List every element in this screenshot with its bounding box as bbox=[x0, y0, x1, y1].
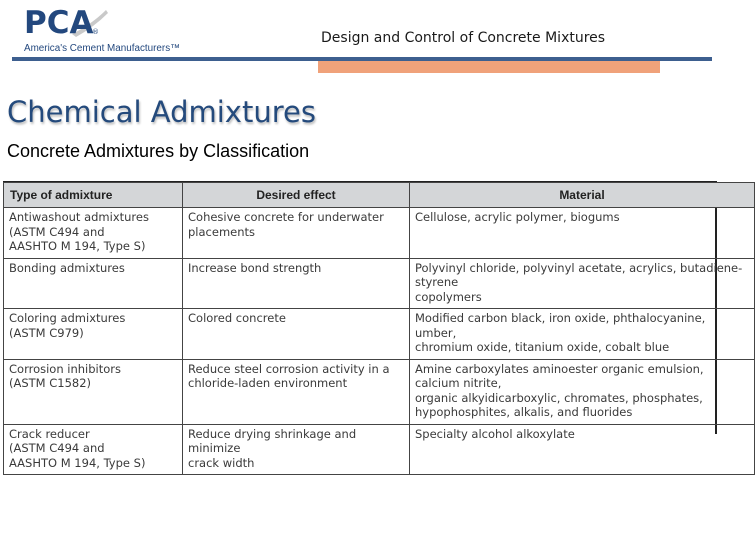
logo-registered-mark: ® bbox=[92, 28, 99, 36]
cell-material: Cellulose, acrylic polymer, biogums bbox=[410, 208, 755, 259]
admixture-table bbox=[3, 182, 755, 475]
cell-type: Bonding admixtures bbox=[4, 258, 183, 309]
admixture-table-container bbox=[3, 181, 743, 470]
cell-type: Coloring admixtures (ASTM C979) bbox=[4, 309, 183, 360]
table-row bbox=[4, 309, 755, 360]
table-row bbox=[4, 208, 755, 259]
logo-tagline: America's Cement Manufacturers™ bbox=[24, 43, 180, 54]
column-header-material: Material bbox=[410, 183, 755, 208]
cell-material: Amine carboxylates aminoester organic emulsion, calcium nitrite, organic alkyidicarboxylic, chromates, phosphates, hypophosphites, alkalis, and fluorides bbox=[410, 359, 755, 424]
cell-type: Antiwashout admixtures (ASTM C494 and AASHTO M 194, Type S) bbox=[4, 208, 183, 259]
cell-effect: Colored concrete bbox=[183, 309, 410, 360]
column-header-effect: Desired effect bbox=[183, 183, 410, 208]
cell-effect: Cohesive concrete for underwater placements bbox=[183, 208, 410, 259]
cell-material: Specialty alcohol alkoxylate bbox=[410, 424, 755, 475]
document-title: Design and Control of Concrete Mixtures bbox=[321, 30, 606, 46]
table-header-row bbox=[4, 183, 755, 208]
slide-subtitle: Concrete Admixtures by Classification bbox=[7, 141, 310, 161]
header-accent-band bbox=[318, 61, 660, 73]
pca-logo bbox=[24, 4, 184, 56]
table-row bbox=[4, 424, 755, 475]
table-row bbox=[4, 359, 755, 424]
cell-effect: Reduce drying shrinkage and minimize crack width bbox=[183, 424, 410, 475]
table-row bbox=[4, 258, 755, 309]
cell-type: Crack reducer (ASTM C494 and AASHTO M 194, Type S) bbox=[4, 424, 183, 475]
cell-material: Polyvinyl chloride, polyvinyl acetate, acrylics, butadiene-styrene copolymers bbox=[410, 258, 755, 309]
cell-effect: Increase bond strength bbox=[183, 258, 410, 309]
cell-effect: Reduce steel corrosion activity in a chloride-laden environment bbox=[183, 359, 410, 424]
column-header-type: Type of admixture bbox=[4, 183, 183, 208]
slide-title: Chemical Admixtures bbox=[7, 95, 316, 129]
logo-wordmark: PCA bbox=[24, 5, 94, 41]
cell-type: Corrosion inhibitors (ASTM C1582) bbox=[4, 359, 183, 424]
cell-material: Modified carbon black, iron oxide, phthalocyanine, umber, chromium oxide, titanium oxide, cobalt blue bbox=[410, 309, 755, 360]
